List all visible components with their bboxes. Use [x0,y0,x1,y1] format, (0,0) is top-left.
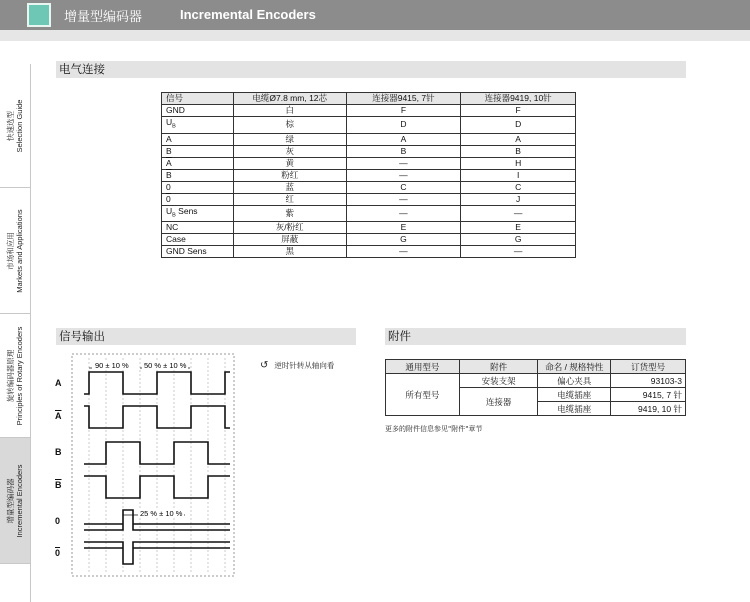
table-cell-signal [162,169,234,181]
table-cell-cable: 黑 [233,246,346,258]
rotation-note-text: 逆时针转从轴向看 [274,361,335,370]
table-cell-accessory: 安装支架 [459,374,538,388]
table-cell-connector-7: G [346,234,461,246]
table-cell-connector-7: B [346,145,461,157]
table-cell-order: 9415, 7 针 [611,388,686,402]
table-cell-order: 9419, 10 针 [611,402,686,416]
sidebar-tab-cn: 增量型编码器 [6,478,15,524]
channel-name: A [55,378,62,388]
table-cell-connector-7: C [346,181,461,193]
table-cell-signal [162,133,234,145]
table-header: 连接器9415, 7针 [346,93,461,105]
duty-label: 90 ± 10 % [95,361,129,370]
table-row [162,157,576,169]
signal-name: GND Sens [166,246,207,257]
table-cell-connector-10: G [461,234,576,246]
signal-name: $\overline{B}$ [166,169,172,180]
table-cell-signal [162,246,234,258]
table-cell-connector-7: — [346,246,461,258]
table-cell-cable: 黄 [233,157,346,169]
table-cell-connector-7: A [346,133,461,145]
table-cell-model: 所有型号 [386,374,460,416]
signal-name: B [166,145,172,156]
table-row [386,374,686,388]
table-cell-connector-10: E [461,222,576,234]
table-cell-connector-7: — [346,169,461,181]
section-title-accessories: 附件 [385,328,686,345]
signal-name: 0 [166,181,171,192]
table-header: 附件 [459,360,538,374]
table-cell-cable: 屏蔽 [233,234,346,246]
table-cell-connector-7: — [346,193,461,205]
sidebar-tab-en: Principles of Rotary Encoders [15,326,24,425]
waveform-index-inverted [84,542,230,564]
table-cell-cable: 灰 [233,145,346,157]
table-cell-cable: 粉红 [233,169,346,181]
table-cell-connector-7: F [346,105,461,117]
brand-logo-icon [27,3,51,27]
header-title-en: Incremental Encoders [180,7,316,22]
signal-name: U [166,205,173,216]
table-cell-cable: 绿 [233,133,346,145]
sidebar-tab-en: Selection Guide [15,99,24,152]
signal-name: GND [166,105,185,115]
table-cell-signal [162,145,234,157]
table-cell-connector-7: D [346,117,461,134]
table-header: 连接器9419, 10针 [461,93,576,105]
sidebar-tab-blank [0,564,31,602]
section-title-signal-output: 信号输出 [56,328,356,345]
sidebar-tab-cn: 旋转编码器原理 [6,349,15,402]
table-header: 电缆Ø7.8 mm, 12芯 [233,93,346,105]
table-cell-cable: 棕 [233,117,346,134]
table-header: 信号 [162,93,234,105]
sidebar-tab-principles[interactable] [0,314,31,438]
table-cell-signal [162,205,234,222]
table-cell-spec: 电缆插座 [538,402,611,416]
table-row [162,193,576,205]
table-header: 命名 / 规格特性 [538,360,611,374]
sidebar-tab-cn: 快速选型 [6,110,15,141]
electrical-connection-table [161,92,576,258]
signal-name: NC [166,222,179,233]
table-cell-cable: 红 [233,193,346,205]
table-cell-connector-10: B [461,145,576,157]
table-cell-signal [162,105,234,117]
table-cell-connector-10: J [461,193,576,205]
index-label: 25 % ± 10 % [140,509,183,518]
signal-timing-diagram [50,352,240,580]
table-row [162,133,576,145]
table-cell-signal [162,117,234,134]
table-row [162,105,576,117]
table-row [162,246,576,258]
signal-name: A [166,133,172,144]
sidebar-tab-en: Incremental Encoders [15,464,24,537]
signal-name: 0 [166,193,171,204]
accessories-table [385,359,686,416]
table-row [162,234,576,246]
table-cell-connector-10: H [461,157,576,169]
sidebar-tab-selection-guide[interactable] [0,64,31,188]
table-cell-connector-7: — [346,205,461,222]
table-cell-cable: 蓝 [233,181,346,193]
table-cell-connector-10: — [461,246,576,258]
page-header [0,0,750,30]
table-cell-signal [162,193,234,205]
channel-name: 0 [55,516,61,526]
table-cell-signal [162,181,234,193]
pulse-label: 50 % ± 10 % [144,361,187,370]
table-row [162,222,576,234]
table-row [162,205,576,222]
channel-name: $\overline{A}$ [55,411,62,421]
waveform-a-inverted [84,406,230,428]
table-cell-connector-7: — [346,157,461,169]
table-cell-spec: 电缆插座 [538,388,611,402]
accessories-note: 更多的附件信息参见"附件"章节 [385,425,483,433]
table-cell-order: 93103-3 [611,374,686,388]
table-row [162,169,576,181]
signal-suffix: Sens [175,205,198,216]
table-cell-connector-10: D [461,117,576,134]
channel-name: 0 [55,548,61,558]
sidebar-tab-markets[interactable] [0,188,31,314]
table-row [162,145,576,157]
table-row [162,117,576,134]
table-cell-cable: 紫 [233,205,346,222]
table-cell-cable: 灰/粉红 [233,222,346,234]
table-row [162,181,576,193]
signal-subscript: B [172,212,176,219]
header-title-cn: 增量型编码器 [64,10,143,25]
signal-name: Case [166,234,186,245]
channel-name: $\overline{B}$ [55,480,62,490]
table-cell-connector-10: F [461,105,576,117]
waveform-b [84,442,230,464]
table-cell-signal [162,222,234,234]
table-cell-accessory: 连接器 [459,388,538,416]
section-title-electrical: 电气连接 [56,61,686,78]
table-cell-spec: 偏心夹具 [538,374,611,388]
table-cell-signal [162,157,234,169]
channel-name: B [55,447,62,457]
table-cell-connector-10: A [461,133,576,145]
sidebar-tab-en: Markets and Applications [15,208,24,293]
table-cell-connector-10: C [461,181,576,193]
signal-name: U [166,117,173,127]
table-cell-connector-10: I [461,169,576,181]
table-header: 订货型号 [611,360,686,374]
counterclockwise-arrow-icon: ↺ [260,360,269,371]
sidebar-tab-cn: 市场和应用 [6,231,15,270]
rotation-note [260,360,334,371]
table-cell-connector-7: E [346,222,461,234]
table-cell-cable: 白 [233,105,346,117]
signal-name: $\overline{A}$ [166,157,172,168]
table-cell-connector-10: — [461,205,576,222]
sidebar-tab-incremental[interactable] [0,438,31,564]
table-header: 通用型号 [386,360,460,374]
header-band [0,30,750,41]
signal-subscript: B [172,123,176,130]
table-cell-signal [162,234,234,246]
